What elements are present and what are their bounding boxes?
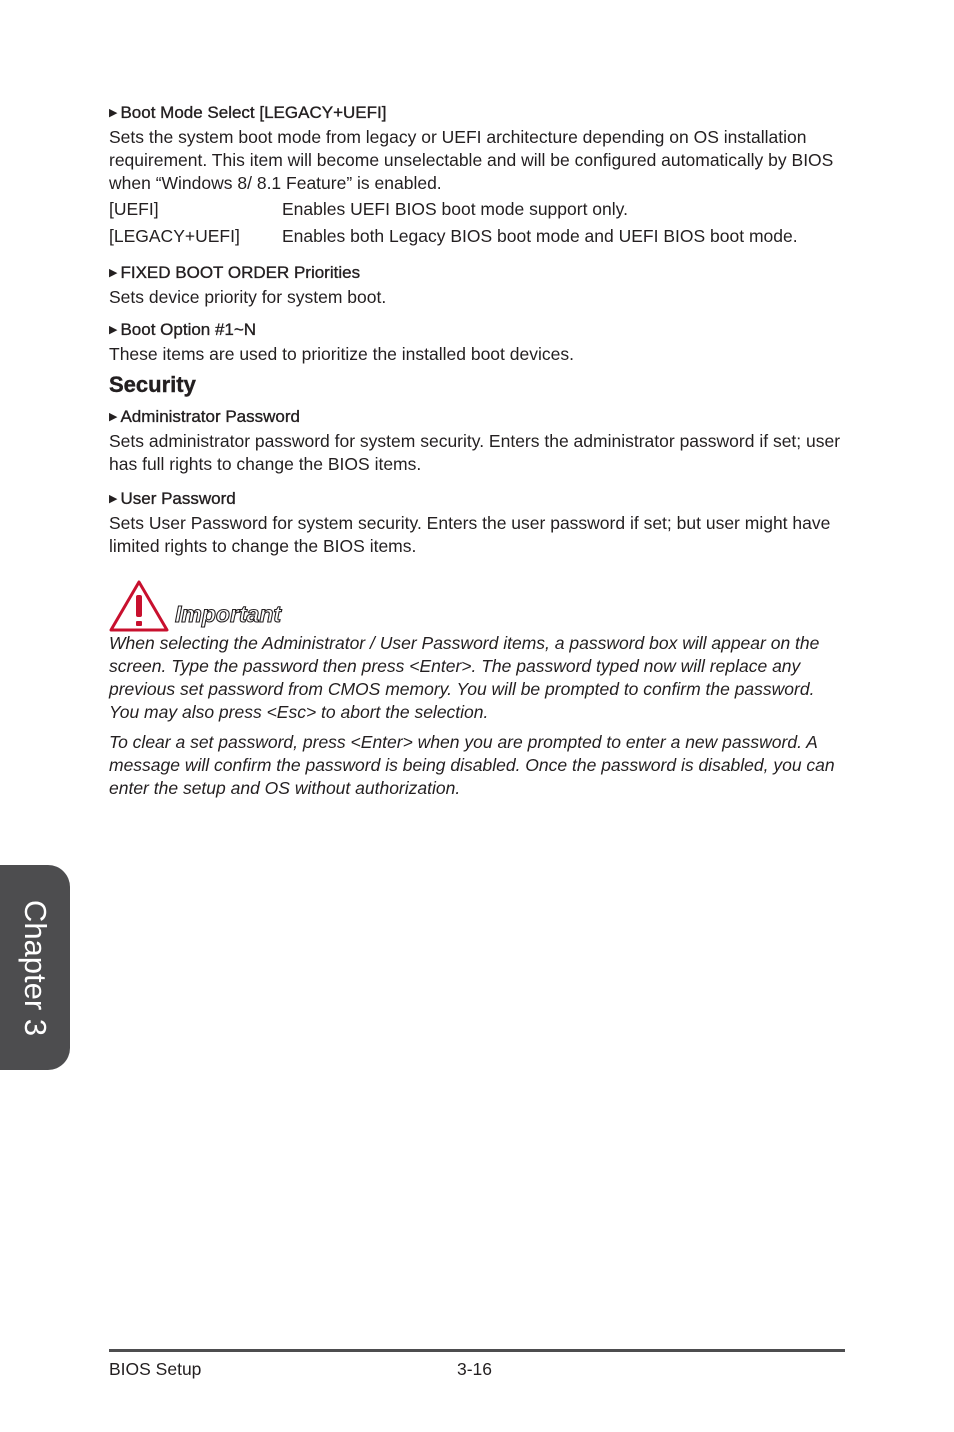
section-heading-boot-mode: ▶ Boot Mode Select [LEGACY+UEFI] bbox=[109, 103, 387, 122]
section-heading-fixed-boot-order: ▶ FIXED BOOT ORDER Priorities bbox=[109, 263, 361, 282]
important-label: Important bbox=[175, 601, 282, 627]
chapter-tab bbox=[0, 865, 70, 1070]
section-body-fixed-boot-order: Sets device priority for system boot. bbox=[109, 287, 387, 307]
page-content bbox=[109, 102, 849, 800]
section-heading-boot-option: ▶ Boot Option #1~N bbox=[109, 320, 257, 339]
triangle-right-icon: ▶ bbox=[109, 411, 118, 423]
option-row bbox=[109, 225, 849, 248]
triangle-right-icon: ▶ bbox=[109, 107, 118, 119]
option-key: [LEGACY+UEFI] bbox=[109, 226, 240, 246]
warning-triangle-icon bbox=[109, 580, 169, 632]
chapter-tab-label: Chapter 3 bbox=[18, 899, 53, 1036]
triangle-right-icon: ▶ bbox=[109, 493, 118, 505]
triangle-right-icon: ▶ bbox=[109, 324, 118, 336]
section-body-boot-mode: Sets the system boot mode from legacy or UEFI architecture depending on OS installation requirement. This item will become unselectable and will be configured automatically by BIOS when “Windows 8/ 8.1 Feature” is enabled. bbox=[109, 127, 834, 193]
option-list bbox=[109, 198, 849, 248]
section-body-admin-password: Sets administrator password for system security. Enters the administrator password if set; user has full rights to change the BIOS items. bbox=[109, 431, 841, 474]
section-body-user-password: Sets User Password for system security. Enters the user password if set; but user might have limited rights to change the BIOS items. bbox=[109, 513, 831, 556]
important-callout bbox=[109, 578, 849, 632]
triangle-right-icon: ▶ bbox=[109, 267, 118, 279]
option-row bbox=[109, 198, 849, 221]
page-number: 3-16 bbox=[457, 1359, 493, 1379]
footer-divider bbox=[109, 1349, 845, 1352]
section-title-security: Security bbox=[109, 372, 196, 397]
important-note: When selecting the Administrator / User Password items, a password box will appear on the screen. Type the password then press <Enter>. The password typed now will replace any previous set password from CMOS memory. You will be prompted to confirm the password. You may also press <Esc> to abort the selection. bbox=[109, 633, 820, 722]
important-note: To clear a set password, press <Enter> when you are prompted to enter a new password. A message will confirm the password is being disabled. Once the password is disabled, you can enter the setup and OS without authorization. bbox=[109, 732, 835, 798]
option-key: [UEFI] bbox=[109, 199, 159, 219]
section-heading-admin-password: ▶ Administrator Password bbox=[109, 407, 300, 426]
section-heading-user-password: ▶ User Password bbox=[109, 489, 236, 508]
section-body-boot-option: These items are used to prioritize the installed boot devices. bbox=[109, 344, 574, 364]
option-desc: Enables both Legacy BIOS boot mode and UEFI BIOS boot mode. bbox=[282, 226, 798, 246]
option-desc: Enables UEFI BIOS boot mode support only. bbox=[282, 199, 628, 219]
footer-title: BIOS Setup bbox=[109, 1359, 202, 1379]
